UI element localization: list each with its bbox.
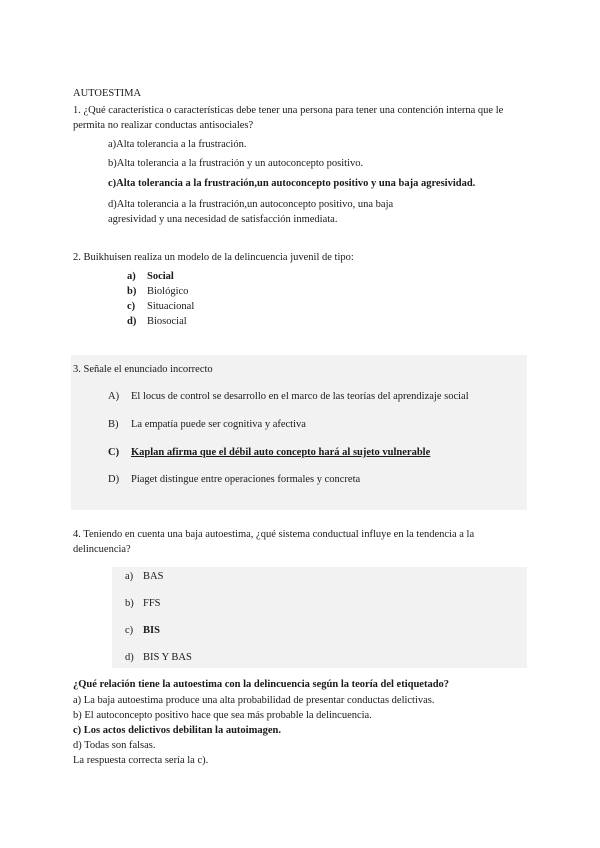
q2-option-b-label: b)	[127, 286, 137, 297]
q3-option-d	[108, 474, 360, 485]
q2-option-c-label: c)	[127, 301, 136, 312]
q2-option-c	[127, 301, 194, 312]
question-1: 1. ¿Qué característica o características debe tener una persona para tener una contención interna que le permita no realizar conductas antisociales?	[73, 105, 504, 131]
q4-option-c-text: BIS	[143, 625, 160, 636]
q5-option-b: b) El autoconcepto positivo hace que sea más probable la delincuencia.	[73, 710, 372, 721]
q1-option-d: d)Alta tolerancia a la frustración,un autoconcepto positivo, una baja agresividad y una necesidad de satisfacción inmediata.	[108, 199, 394, 225]
q3-option-c	[108, 447, 430, 458]
q1-option-a: a)Alta tolerancia a la frustración.	[108, 139, 247, 150]
q5-option-c: c) Los actos delictivos debilitan la autoimagen.	[73, 725, 281, 736]
q3-option-a	[108, 391, 469, 402]
q2-option-a	[127, 271, 174, 282]
q3-option-d-text: Piaget distingue entre operaciones formales y concreta	[131, 474, 361, 485]
q3-option-c-label: C)	[108, 447, 120, 458]
q2-option-b-text: Biológico	[147, 286, 189, 297]
q3-option-d-label: D)	[108, 474, 120, 485]
q4-option-d	[125, 652, 192, 663]
q3-option-b-label: B)	[108, 419, 119, 430]
q4-option-c-label: c)	[125, 625, 134, 636]
q2-option-d	[127, 316, 187, 327]
question-4: 4. Teniendo en cuenta una baja autoestima, ¿qué sistema conductual influye en la tendencia a la delincuencia?	[73, 529, 475, 555]
q2-option-b	[127, 286, 188, 297]
q4-option-a-text: BAS	[143, 571, 164, 582]
q4-option-d-text: BIS Y BAS	[143, 652, 192, 663]
q3-option-c-text: Kaplan afirma que el débil auto concepto hará al sujeto vulnerable	[131, 447, 431, 458]
q2-option-c-text: Situacional	[147, 301, 195, 312]
q5-option-d: d) Todas son falsas.	[73, 740, 156, 751]
q4-option-b	[125, 598, 161, 609]
q3-option-b-text: La empatía puede ser cognitiva y afectiva	[131, 419, 306, 430]
q1-option-c: c)Alta tolerancia a la frustración,un autoconcepto positivo y una baja agresividad.	[108, 178, 476, 189]
q3-option-b	[108, 419, 306, 430]
q2-option-a-text: Social	[147, 271, 174, 282]
q4-option-b-text: FFS	[143, 598, 161, 609]
question-2: 2. Buikhuisen realiza un modelo de la delincuencia juvenil de tipo:	[73, 252, 354, 263]
q2-option-d-label: d)	[127, 316, 137, 327]
q4-option-b-label: b)	[125, 598, 134, 609]
question-3: 3. Señale el enunciado incorrecto	[73, 364, 213, 375]
q4-option-a-label: a)	[125, 571, 134, 582]
q5-option-a: a) La baja autoestima produce una alta probabilidad de presentar conductas delictivas.	[73, 695, 435, 706]
q3-option-a-text: El locus de control se desarrollo en el marco de las teorías del aprendizaje social	[131, 391, 469, 402]
q3-shaded-block	[71, 355, 527, 510]
q1-option-b: b)Alta tolerancia a la frustración y un autoconcepto positivo.	[108, 158, 364, 169]
q5-answer: La respuesta correcta sería la c).	[73, 755, 209, 766]
q4-option-a	[125, 571, 163, 582]
q4-option-c	[125, 625, 160, 636]
page-title: AUTOESTIMA	[73, 88, 142, 99]
q3-option-a-label: A)	[108, 391, 120, 402]
q2-option-a-label: a)	[127, 271, 136, 282]
question-5: ¿Qué relación tiene la autoestima con la delincuencia según la teoría del etiquetado?	[73, 679, 450, 690]
q4-option-d-label: d)	[125, 652, 134, 663]
q2-option-d-text: Biosocial	[147, 316, 187, 327]
